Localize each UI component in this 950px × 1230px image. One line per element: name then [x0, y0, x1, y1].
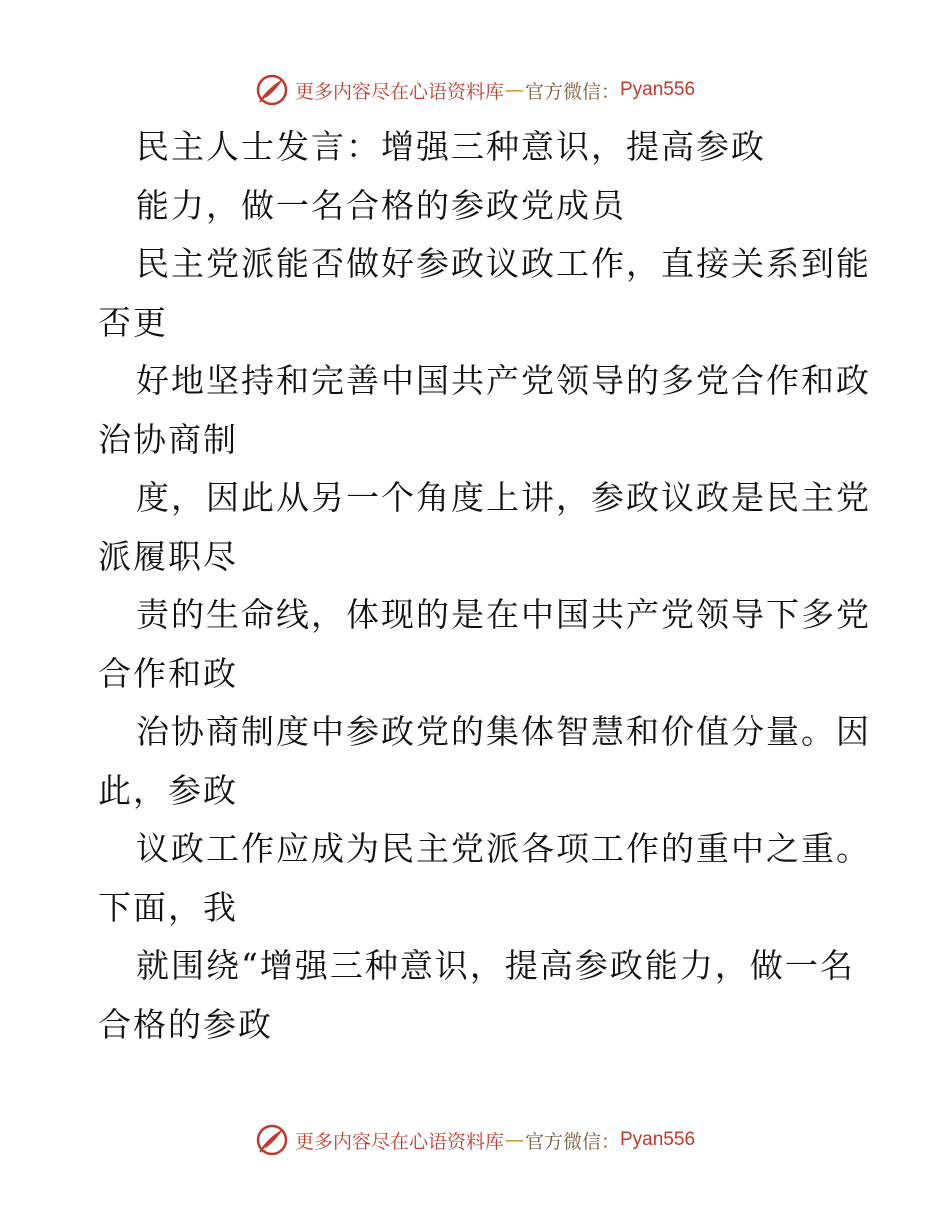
doc-line: 责的生命线，体现的是在中国共产党领导下多党: [136, 595, 871, 634]
doc-line: 合作和政: [98, 653, 238, 693]
quill-logo-icon: [255, 73, 289, 107]
doc-line: 就围绕“增强三种意识，提高参政能力，做一名: [136, 946, 855, 985]
banner-wechat-id: Pyan556: [620, 1129, 696, 1150]
doc-line: 合格的参政: [98, 1004, 273, 1044]
banner-dash: —: [504, 79, 524, 101]
banner-wechat-label: 官方微信：: [524, 80, 620, 103]
doc-line: 否更: [98, 302, 168, 342]
banner-wechat-id: Pyan556: [620, 79, 696, 100]
footer-banner: [0, 1120, 950, 1160]
doc-line: 下面，我: [98, 887, 238, 927]
banner-dash: —: [504, 1129, 524, 1151]
doc-line: 此，参政: [98, 770, 238, 810]
doc-line: 治协商制: [98, 419, 238, 459]
doc-line: 议政工作应成为民主党派各项工作的重中之重。: [136, 829, 871, 868]
doc-line: 治协商制度中参政党的集体智慧和价值分量。因: [136, 712, 871, 751]
header-banner-text: [295, 77, 695, 104]
doc-line: 能力，做一名合格的参政党成员: [136, 185, 626, 225]
doc-line: 好地坚持和完善中国共产党领导的多党合作和政: [136, 361, 871, 400]
header-banner: [0, 70, 950, 110]
quill-logo-icon: [255, 1123, 289, 1157]
doc-line: 度，因此从另一个角度上讲，参政议政是民主党: [136, 478, 871, 517]
banner-slogan: 更多内容尽在心语资料库: [294, 80, 504, 103]
doc-line: 民主人士发言：增强三种意识，提高参政: [136, 127, 766, 166]
doc-line: 民主党派能否做好参政议政工作，直接关系到能: [136, 244, 871, 283]
footer-banner-text: [295, 1127, 695, 1154]
doc-line: 派履职尽: [98, 536, 238, 576]
banner-slogan: 更多内容尽在心语资料库: [294, 1130, 504, 1153]
banner-wechat-label: 官方微信：: [524, 1130, 620, 1153]
document-body: [98, 118, 871, 1054]
